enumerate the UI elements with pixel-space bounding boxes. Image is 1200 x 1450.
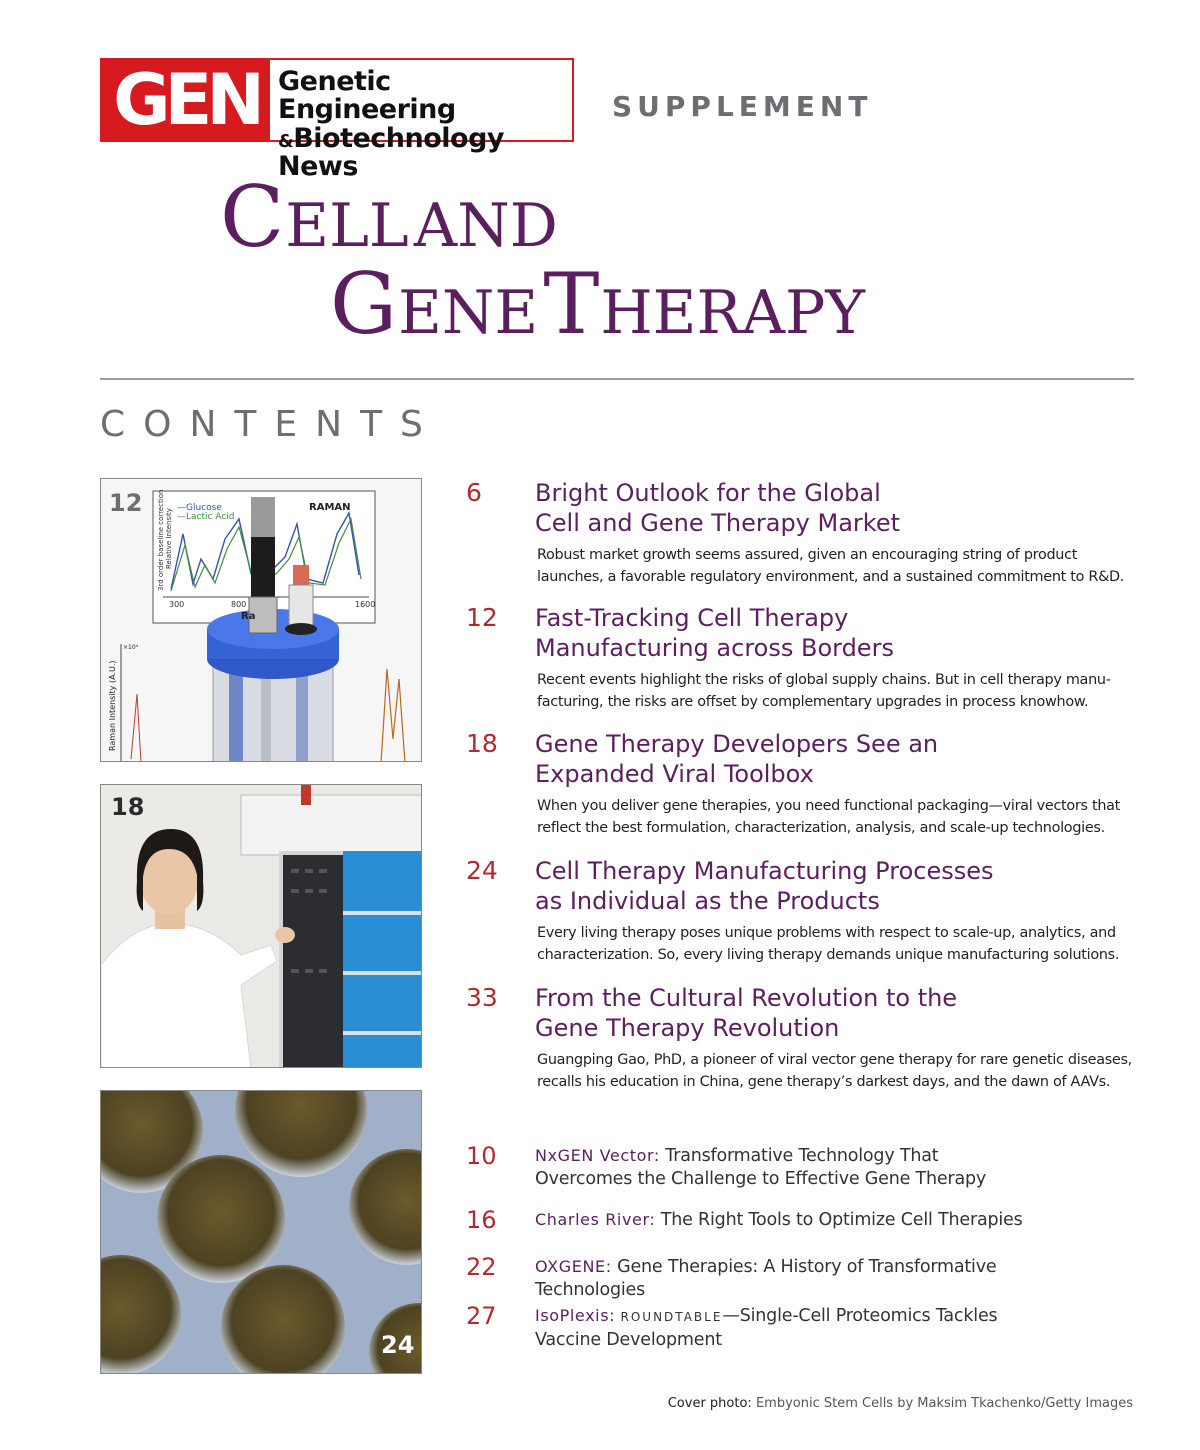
sponsored-page-number: 27 bbox=[466, 1302, 497, 1330]
feature-entry[interactable] bbox=[466, 729, 1166, 839]
feature-description bbox=[537, 669, 1157, 713]
title-therapy-initial: T bbox=[543, 255, 601, 353]
sponsored-line-2: Overcomes the Challenge to Effective Gene Therapy bbox=[535, 1169, 987, 1189]
feature-desc-line-2: recalls his education in China, gene therapy’s darkest days, and the dawn of AAVs. bbox=[537, 1074, 1111, 1090]
sponsor-name: NxGEN Vector: bbox=[535, 1146, 660, 1165]
feature-title-line-2: as Individual as the Products bbox=[535, 887, 880, 915]
feature-desc-line-2: characterization. So, every living therapy demands unique manufacturing solutions. bbox=[537, 947, 1120, 963]
contents-heading: CONTENTS bbox=[100, 404, 441, 445]
logo-mark: GEN bbox=[102, 60, 270, 140]
feature-title-line-2: Cell and Gene Therapy Market bbox=[535, 509, 901, 537]
title-cell-rest: ELL bbox=[285, 191, 409, 261]
feature-desc-line-1: Recent events highlight the risks of global supply chains. But in cell therapy manu- bbox=[537, 672, 1111, 688]
chart-ylabel-relative: Relative Intensity bbox=[165, 508, 173, 569]
bioreactor-illustration bbox=[101, 479, 422, 762]
feature-title-line-1: From the Cultural Revolution to the bbox=[535, 984, 958, 1012]
photo-page-number-12: 12 bbox=[109, 489, 143, 517]
feature-description bbox=[537, 544, 1157, 588]
feature-title-line-2: Manufacturing across Borders bbox=[535, 634, 894, 662]
sponsor-name: IsoPlexis: bbox=[535, 1306, 616, 1325]
title-line-2 bbox=[330, 255, 865, 353]
feature-desc-line-2: reflect the best formulation, characterization, analysis, and scale-up technologies. bbox=[537, 820, 1105, 836]
sponsored-entry[interactable] bbox=[466, 1253, 1166, 1300]
feature-title[interactable] bbox=[535, 983, 1095, 1043]
photo-page-number-24: 24 bbox=[381, 1331, 415, 1359]
feature-desc-line-1: Every living therapy poses unique problems with respect to scale-up, analytics, and bbox=[537, 925, 1116, 941]
feature-title[interactable] bbox=[535, 856, 1095, 916]
chart-tick-2: 800 bbox=[231, 600, 247, 609]
feature-page-number: 12 bbox=[466, 603, 498, 632]
feature-page-number: 18 bbox=[466, 729, 498, 758]
chart-raman-label: RAMAN bbox=[309, 502, 351, 513]
sponsored-line-2: Vaccine Development bbox=[535, 1330, 722, 1350]
feature-desc-line-2: facturing, the risks are offset by complementary upgrades in process knowhow. bbox=[537, 694, 1089, 710]
photo-page-number-18: 18 bbox=[111, 793, 145, 821]
chart-outer-ylabel: Raman Intensity (A.U.) bbox=[108, 660, 117, 751]
sponsored-line-1: The Right Tools to Optimize Cell Therapies bbox=[660, 1210, 1023, 1230]
sponsored-text[interactable] bbox=[535, 1144, 1095, 1191]
feature-title[interactable] bbox=[535, 729, 1095, 789]
sponsored-line-1: Transformative Technology That bbox=[665, 1146, 939, 1166]
sponsored-entry[interactable] bbox=[466, 1302, 1166, 1354]
feature-description bbox=[537, 795, 1157, 839]
logo-ampersand: & bbox=[278, 130, 294, 152]
feature-title[interactable] bbox=[535, 478, 1095, 538]
roundtable-tag: ROUNDTABLE bbox=[620, 1310, 723, 1324]
feature-page-number: 24 bbox=[466, 856, 498, 885]
feature-page-number: 33 bbox=[466, 983, 498, 1012]
chart-legend-glucose: Glucose bbox=[186, 503, 222, 513]
feature-entry[interactable] bbox=[466, 983, 1166, 1093]
chart-tick-1: 300 bbox=[169, 600, 185, 609]
sponsored-page-number: 10 bbox=[466, 1142, 497, 1170]
title-divider bbox=[100, 378, 1134, 380]
sponsored-line-1: Gene Therapies: A History of Transformative Technologies bbox=[535, 1257, 997, 1300]
credit-text: Embyonic Stem Cells by Maksim Tkachenko/Getty Images bbox=[755, 1396, 1133, 1411]
svg-text:—Glucose: —Glucose bbox=[177, 503, 222, 513]
feature-description bbox=[537, 922, 1157, 966]
feature-title[interactable] bbox=[535, 603, 1095, 663]
chart-tick-3: 1600 bbox=[355, 600, 376, 609]
feature-page-number: 6 bbox=[466, 478, 482, 507]
sponsored-entry[interactable] bbox=[466, 1142, 1166, 1194]
feature-desc-line-1: Robust market growth seems assured, given an encouraging string of product bbox=[537, 547, 1078, 563]
feature-title-line-2: Expanded Viral Toolbox bbox=[535, 760, 814, 788]
feature-title-line-1: Gene Therapy Developers See an bbox=[535, 730, 939, 758]
cover-photo-credit bbox=[668, 1396, 1133, 1411]
feature-title-line-2: Gene Therapy Revolution bbox=[535, 1014, 840, 1042]
chart-xlabel: Ra bbox=[241, 611, 256, 622]
logo-line-2-text: Biotechnology News bbox=[278, 122, 505, 183]
title-line-1 bbox=[220, 168, 558, 266]
feature-desc-line-1: Guangping Gao, PhD, a pioneer of viral vector gene therapy for rare genetic diseases, bbox=[537, 1052, 1132, 1068]
sponsored-page-number: 16 bbox=[466, 1206, 497, 1234]
feature-entry[interactable] bbox=[466, 603, 1166, 713]
stem-cells-photo bbox=[100, 1090, 422, 1374]
feature-description bbox=[537, 1049, 1157, 1093]
title-therapy-rest: HERAPY bbox=[600, 278, 865, 348]
scientist-illustration bbox=[101, 785, 422, 1068]
title-and: AND bbox=[413, 191, 558, 261]
chart-ylabel-baseline: 3rd order baseline correction bbox=[157, 489, 165, 591]
sponsored-text[interactable] bbox=[535, 1304, 1095, 1352]
stem-cells-illustration bbox=[101, 1091, 422, 1374]
feature-desc-line-1: When you deliver gene therapies, you need functional packaging—viral vectors that bbox=[537, 798, 1121, 814]
feature-title-line-1: Cell Therapy Manufacturing Processes bbox=[535, 857, 994, 885]
feature-entry[interactable] bbox=[466, 856, 1166, 966]
sponsor-name: OXGENE: bbox=[535, 1257, 612, 1276]
feature-desc-line-2: launches, a favorable regulatory environment, and a sustained commitment to R&D. bbox=[537, 569, 1125, 585]
sponsored-line-1: Single-Cell Proteomics Tackles bbox=[739, 1306, 998, 1326]
logo-line-1: Genetic Engineering bbox=[278, 66, 456, 126]
sponsor-name: Charles River: bbox=[535, 1210, 656, 1229]
title-gene-initial: G bbox=[330, 255, 399, 353]
logo-wordmark bbox=[270, 60, 572, 183]
svg-text:—Lactic Acid: —Lactic Acid bbox=[177, 512, 235, 522]
supplement-label: SUPPLEMENT bbox=[612, 90, 873, 123]
sponsored-text[interactable] bbox=[535, 1208, 1095, 1232]
feature-title-line-1: Fast-Tracking Cell Therapy bbox=[535, 604, 849, 632]
scientist-photo bbox=[100, 784, 422, 1068]
title-cell-initial: C bbox=[220, 168, 286, 266]
gen-logo bbox=[100, 58, 574, 183]
sponsored-text[interactable] bbox=[535, 1255, 1095, 1302]
feature-entry[interactable] bbox=[466, 478, 1166, 588]
chart-legend-lactic: Lactic Acid bbox=[186, 512, 235, 522]
sponsored-page-number: 22 bbox=[466, 1253, 497, 1281]
sponsored-entry[interactable] bbox=[466, 1206, 1166, 1236]
bioreactor-raman-photo bbox=[100, 478, 422, 762]
credit-label: Cover photo: bbox=[667, 1396, 752, 1411]
chart-exponent: ×10⁴ bbox=[123, 644, 139, 651]
tag-dash: — bbox=[722, 1306, 740, 1326]
title-gene-rest: ENE bbox=[398, 278, 539, 348]
feature-title-line-1: Bright Outlook for the Global bbox=[535, 479, 881, 507]
